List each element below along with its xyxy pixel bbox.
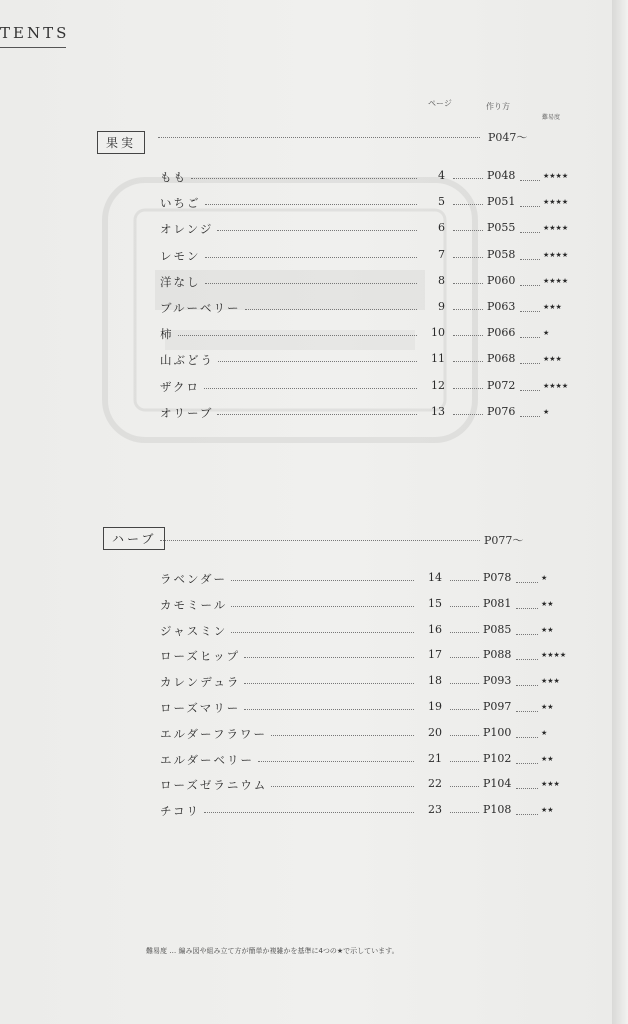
- dot-leader: [450, 606, 479, 607]
- difficulty-stars: ★★★★: [543, 250, 569, 259]
- entry-title: ザクロ: [160, 379, 201, 394]
- entry-page-number: 11: [431, 352, 445, 366]
- entry-title: オリーブ: [160, 405, 214, 420]
- entry-page-number: 10: [431, 326, 445, 340]
- dot-leader: [244, 657, 414, 658]
- book-gutter: [612, 0, 628, 1024]
- dot-leader: [453, 388, 483, 389]
- dot-leader: [450, 812, 479, 813]
- entry-title: ローズヒップ: [160, 649, 241, 664]
- dot-leader: [450, 657, 479, 658]
- section-page-ref: P077～: [484, 534, 524, 547]
- dot-leader: [450, 735, 479, 736]
- dot-leader: [453, 204, 483, 205]
- difficulty-stars: ★★: [541, 625, 554, 634]
- toc-entry: [160, 169, 600, 185]
- entry-page-number: 8: [438, 273, 445, 287]
- entry-method-page: P068: [487, 352, 516, 366]
- entry-method-page: P108: [483, 803, 512, 817]
- entry-method-page: P085: [483, 622, 512, 636]
- header-rule: [0, 47, 66, 48]
- section-leader: [160, 540, 480, 541]
- entry-title: チコリ: [160, 804, 201, 819]
- dot-leader: [245, 309, 417, 310]
- dot-leader: [205, 257, 417, 258]
- toc-entry: [160, 648, 600, 664]
- difficulty-stars: ★★★★: [543, 198, 569, 207]
- column-header-page: ページ: [428, 99, 452, 108]
- dot-leader: [271, 786, 414, 787]
- difficulty-stars: ★★★★: [543, 381, 569, 390]
- dot-leader: [516, 737, 538, 738]
- toc-entry: [160, 597, 600, 613]
- toc-entry: [160, 300, 600, 316]
- toc-entry: [160, 326, 600, 342]
- dot-leader: [453, 283, 483, 284]
- entry-page-number: 5: [438, 195, 445, 209]
- dot-leader: [204, 388, 417, 389]
- entry-method-page: P060: [487, 273, 516, 287]
- dot-leader: [453, 361, 483, 362]
- column-header-difficulty: 難易度: [542, 114, 561, 121]
- dot-leader: [453, 414, 483, 415]
- entry-page-number: 13: [431, 404, 445, 418]
- entry-title: ブルーベリー: [160, 301, 241, 315]
- entry-title: 山ぶどう: [160, 353, 214, 368]
- dot-leader: [520, 285, 540, 286]
- toc-entry: [160, 571, 600, 587]
- difficulty-stars: ★: [541, 574, 548, 582]
- section-title-fruit: 果実: [97, 131, 145, 154]
- dot-leader: [516, 608, 538, 609]
- entry-title: カモミール: [160, 597, 228, 612]
- entry-page-number: 7: [438, 247, 445, 261]
- dot-leader: [191, 178, 417, 179]
- dot-leader: [520, 259, 540, 260]
- entry-method-page: P100: [483, 725, 512, 739]
- dot-leader: [453, 178, 483, 179]
- dot-leader: [453, 309, 483, 310]
- difficulty-stars: ★★: [541, 599, 554, 608]
- entry-method-page: P063: [487, 300, 516, 313]
- entry-page-number: 15: [428, 596, 442, 610]
- dot-leader: [520, 337, 540, 338]
- section-leader: [158, 137, 480, 138]
- entry-title: いちご: [160, 196, 201, 211]
- entry-method-page: P104: [483, 777, 512, 791]
- dot-leader: [217, 230, 417, 231]
- difficulty-footnote: 難易度 … 編み図や組み立て方が簡単か複雑かを基準に4つの★で示しています。: [146, 947, 399, 955]
- entry-method-page: P055: [487, 221, 516, 235]
- dot-leader: [231, 580, 414, 581]
- dot-leader: [178, 335, 417, 336]
- difficulty-stars: ★★★★: [543, 224, 569, 233]
- dot-leader: [450, 786, 479, 787]
- dot-leader: [520, 311, 540, 312]
- toc-entry: [160, 726, 600, 742]
- difficulty-stars: ★★★★: [541, 651, 567, 660]
- entry-page-number: 19: [428, 700, 442, 713]
- dot-leader: [218, 361, 417, 362]
- dot-leader: [520, 206, 540, 207]
- entry-title: ローズゼラニウム: [160, 778, 268, 793]
- toc-entry: [160, 803, 600, 819]
- dot-leader: [450, 709, 479, 710]
- entry-method-page: P058: [487, 247, 516, 261]
- difficulty-stars: ★★★★: [543, 172, 569, 180]
- toc-entry: [160, 195, 600, 211]
- dot-leader: [516, 582, 538, 583]
- difficulty-stars: ★: [541, 728, 548, 737]
- toc-entry: [160, 752, 600, 768]
- entry-page-number: 23: [428, 803, 442, 817]
- dot-leader: [516, 711, 538, 712]
- entry-page-number: 12: [431, 378, 445, 392]
- entry-page-number: 22: [428, 777, 442, 791]
- entry-title: レモン: [160, 248, 201, 263]
- difficulty-stars: ★★: [541, 806, 554, 815]
- dot-leader: [258, 761, 414, 762]
- dot-leader: [450, 580, 479, 581]
- difficulty-stars: ★★★★: [543, 276, 569, 285]
- toc-entry: [160, 379, 600, 395]
- dot-leader: [271, 735, 414, 736]
- dot-leader: [520, 363, 540, 364]
- difficulty-stars: ★★★: [541, 780, 560, 789]
- dot-leader: [217, 414, 417, 415]
- entry-page-number: 16: [428, 622, 442, 636]
- toc-entry: [160, 777, 600, 793]
- dot-leader: [520, 416, 540, 417]
- toc-entry: [160, 700, 600, 716]
- dot-leader: [205, 204, 417, 205]
- entry-page-number: 18: [428, 674, 442, 688]
- entry-method-page: P102: [483, 751, 512, 765]
- dot-leader: [453, 257, 483, 258]
- section-page-ref: P047～: [488, 131, 528, 144]
- dot-leader: [204, 812, 414, 813]
- contents-header: TENTS: [0, 24, 70, 42]
- entry-title: カレンデュラ: [160, 675, 241, 690]
- toc-entry: [160, 623, 600, 639]
- dot-leader: [231, 606, 414, 607]
- entry-method-page: P072: [487, 378, 516, 392]
- toc-entry: [160, 274, 600, 290]
- entry-title: ジャスミン: [160, 623, 228, 638]
- entry-page-number: 4: [438, 169, 445, 182]
- dot-leader: [516, 659, 538, 660]
- dot-leader: [520, 180, 540, 181]
- dot-leader: [450, 683, 479, 684]
- section-title-herb: ハーブ: [103, 527, 165, 550]
- entry-title: ラベンダー: [160, 572, 228, 586]
- toc-entry: [160, 352, 600, 368]
- dot-leader: [520, 390, 540, 391]
- dot-leader: [516, 788, 538, 789]
- entry-page-number: 20: [428, 725, 442, 739]
- dot-leader: [453, 335, 483, 336]
- entry-method-page: P081: [483, 596, 512, 610]
- difficulty-stars: ★★: [541, 754, 554, 763]
- difficulty-stars: ★★★: [543, 355, 562, 364]
- entry-title: オレンジ: [160, 222, 214, 237]
- entry-title: エルダーベリー: [160, 752, 255, 767]
- dot-leader: [516, 814, 538, 815]
- dot-leader: [516, 763, 538, 764]
- entry-title: もも: [160, 170, 187, 184]
- entry-page-number: 14: [428, 571, 442, 584]
- entry-method-page: P066: [487, 326, 516, 340]
- toc-entry: [160, 674, 600, 690]
- difficulty-stars: ★★★: [543, 303, 562, 311]
- dot-leader: [450, 632, 479, 633]
- entry-method-page: P088: [483, 648, 512, 662]
- difficulty-stars: ★: [543, 329, 550, 338]
- dot-leader: [453, 230, 483, 231]
- dot-leader: [231, 632, 414, 633]
- dot-leader: [244, 683, 414, 684]
- toc-entry: [160, 405, 600, 421]
- entry-page-number: 9: [438, 300, 445, 313]
- entry-title: 洋なし: [160, 274, 201, 289]
- entry-title: 柿: [160, 327, 174, 342]
- entry-page-number: 6: [438, 221, 445, 235]
- difficulty-stars: ★★★: [541, 677, 560, 686]
- dot-leader: [244, 709, 414, 710]
- toc-entry: [160, 221, 600, 237]
- entry-title: エルダーフラワー: [160, 726, 267, 741]
- toc-entry: [160, 248, 600, 264]
- dot-leader: [516, 685, 538, 686]
- entry-method-page: P093: [483, 674, 512, 688]
- dot-leader: [450, 761, 479, 762]
- entry-method-page: P076: [487, 404, 516, 418]
- difficulty-stars: ★★: [541, 703, 554, 711]
- entry-method-page: P048: [487, 169, 516, 182]
- difficulty-stars: ★: [543, 407, 550, 416]
- dot-leader: [205, 283, 417, 284]
- entry-page-number: 21: [428, 751, 442, 765]
- entry-method-page: P078: [483, 571, 512, 584]
- entry-page-number: 17: [428, 648, 442, 662]
- entry-method-page: P051: [487, 195, 516, 209]
- dot-leader: [516, 634, 538, 635]
- entry-method-page: P097: [483, 700, 512, 713]
- entry-title: ローズマリー: [160, 701, 241, 715]
- column-header-method: 作り方: [486, 102, 510, 111]
- dot-leader: [520, 232, 540, 233]
